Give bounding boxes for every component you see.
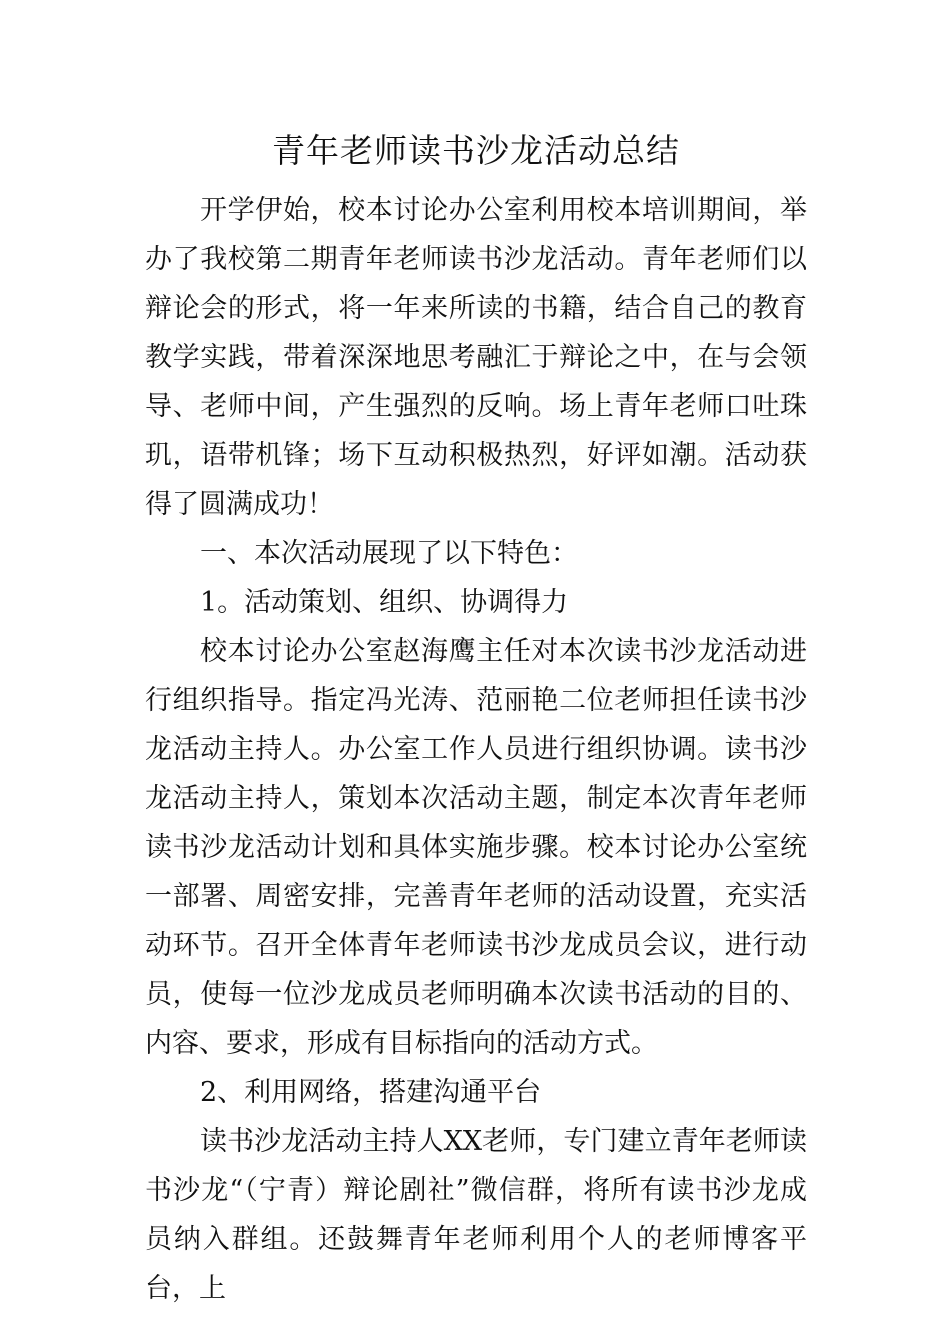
subheading-planning: 1。活动策划、组织、协调得力 (200, 587, 569, 618)
network-paragraph: 读书沙龙活动主持人XX老师，专门建立青年老师读书沙龙“（宁青）辩论剧社”微信群，将所有读书沙龙成员纳入群组。还鼓舞青年老师利用个人的老师博客平台，上 (145, 1126, 807, 1304)
intro-paragraph: 开学伊始，校本讨论办公室利用校本培训期间，举办了我校第二期青年老师读书沙龙活动。青年老师们以辩论会的形式，将一年来所读的书籍，结合自己的教育教学实践，带着深深地思考融汇于辩论之中，在与会领导、老师中间，产生强烈的反响。场上青年老师口吐珠玑，语带机锋；场下互动积极热烈，好评如潮。活动获得了圆满成功！ (145, 195, 807, 520)
section-heading-features: 一、本次活动展现了以下特色： (200, 538, 578, 569)
document-title: 青年老师读书沙龙活动总结 (272, 131, 680, 170)
planning-paragraph: 校本讨论办公室赵海鹰主任对本次读书沙龙活动进行组织指导。指定冯光涛、范丽艳二位老师担任读书沙龙活动主持人。办公室工作人员进行组织协调。读书沙龙活动主持人，策划本次活动主题，制定本次青年老师读书沙龙活动计划和具体实施步骤。校本讨论办公室统一部署、周密安排，完善青年老师的活动设置，充实活动环节。召开全体青年老师读书沙龙成员会议，进行动员，使每一位沙龙成员老师明确本次读书活动的目的、内容、要求，形成有目标指向的活动方式。 (145, 636, 807, 1059)
document-page (145, 126, 807, 1313)
subheading-network: 2、利用网络，搭建沟通平台 (200, 1077, 542, 1108)
